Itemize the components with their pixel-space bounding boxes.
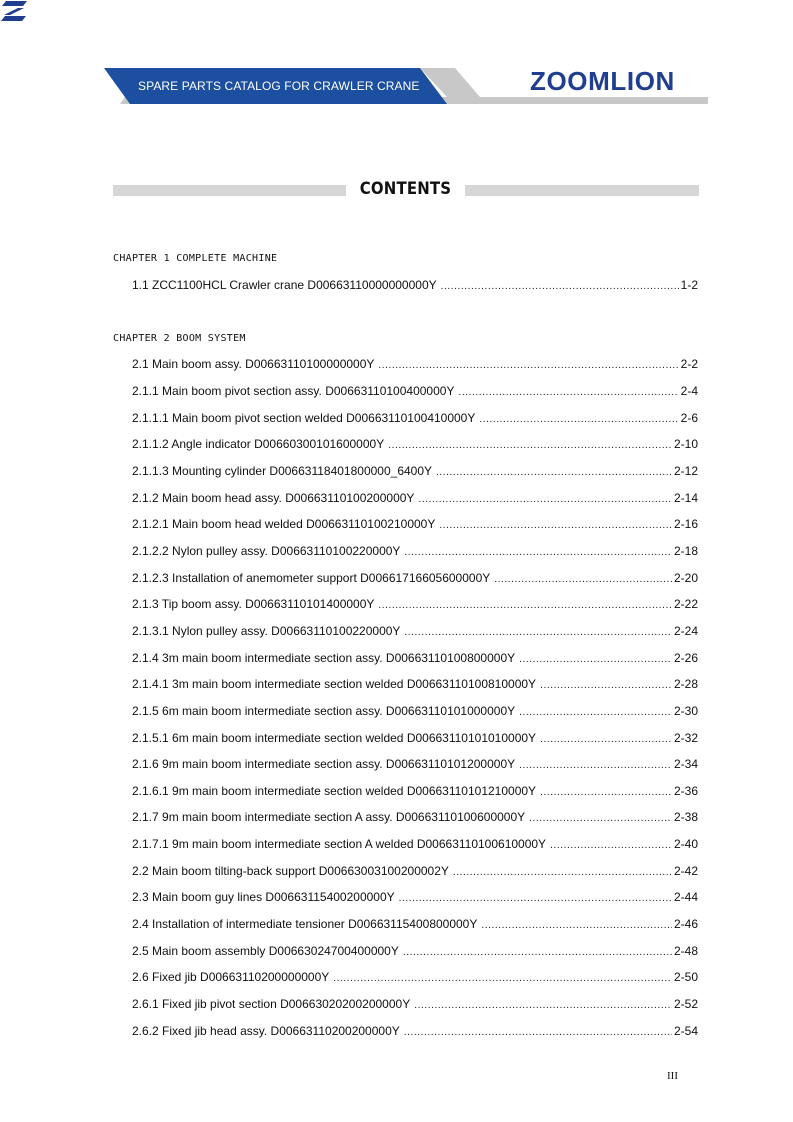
- toc-entry-label: 2.1.3.1 Nylon pulley assy. D00663110100220000Y: [132, 624, 401, 638]
- toc-entry-page: 2-44: [673, 890, 698, 904]
- toc-leader-dots: [378, 600, 672, 611]
- toc-entry-label: 2.1.4 3m main boom intermediate section assy. D00663110100800000Y: [132, 651, 516, 665]
- toc-entry-label: 2.1.3 Tip boom assy. D00663110101400000Y: [132, 597, 375, 611]
- toc-leader-dots: [441, 281, 679, 292]
- toc-leader-dots: [399, 893, 672, 904]
- toc-entry[interactable]: [132, 278, 698, 294]
- toc-leader-dots: [540, 787, 672, 798]
- toc-entry[interactable]: [132, 890, 698, 906]
- toc-leader-dots: [479, 414, 678, 425]
- toc-leader-dots: [333, 973, 672, 984]
- toc-entry-label: 2.1.2.2 Nylon pulley assy. D00663110100220000Y: [132, 544, 401, 558]
- toc-entry-page: 2-26: [673, 651, 698, 665]
- toc-leader-dots: [388, 440, 672, 451]
- toc-entry[interactable]: [132, 544, 698, 560]
- toc-entry[interactable]: [132, 944, 698, 960]
- toc-entry-label: 2.1.2 Main boom head assy. D00663110100200000Y: [132, 491, 415, 505]
- toc-entry-page: 2-38: [673, 810, 698, 824]
- toc-entry[interactable]: [132, 917, 698, 933]
- toc-leader-dots: [414, 1000, 672, 1011]
- toc-entry[interactable]: [132, 517, 698, 533]
- toc-entry-label: 2.1.2.1 Main boom head welded D00663110100210000Y: [132, 517, 436, 531]
- toc-entry-page: 2-46: [673, 917, 698, 931]
- toc-entry-label: 2.1.5.1 6m main boom intermediate section welded D00663110101010000Y: [132, 731, 537, 745]
- toc-entry-page: 2-32: [673, 731, 698, 745]
- toc-leader-dots: [519, 760, 672, 771]
- toc-entry-page: 2-50: [673, 970, 698, 984]
- toc-entry[interactable]: [132, 1024, 698, 1040]
- toc-entry[interactable]: [132, 970, 698, 986]
- toc-entry[interactable]: [132, 437, 698, 453]
- toc-leader-dots: [481, 920, 672, 931]
- toc-entry-label: 2.3 Main boom guy lines D00663115400200000Y: [132, 890, 395, 904]
- toc-leader-dots: [403, 947, 672, 958]
- toc-entry[interactable]: [132, 997, 698, 1013]
- chapter-heading: CHAPTER 1 COMPLETE MACHINE: [113, 253, 278, 264]
- toc-leader-dots: [418, 494, 672, 505]
- toc-leader-dots: [540, 680, 672, 691]
- toc-entry-label: 2.6.2 Fixed jib head assy. D00663110200200000Y: [132, 1024, 400, 1038]
- toc-entry-page: 2-20: [673, 571, 698, 585]
- toc-entry[interactable]: [132, 571, 698, 587]
- toc-leader-dots: [404, 627, 672, 638]
- toc-entry-label: 2.5 Main boom assembly D00663024700400000Y: [132, 944, 399, 958]
- toc-entry-label: 2.1.4.1 3m main boom intermediate section welded D00663110100810000Y: [132, 677, 537, 691]
- toc-leader-dots: [453, 867, 672, 878]
- toc-leader-dots: [519, 654, 672, 665]
- toc-entry-label: 2.6 Fixed jib D00663110200000000Y: [132, 970, 330, 984]
- contents-bar-right: [465, 185, 699, 196]
- header-banner-graphic: [0, 0, 793, 120]
- toc-entry[interactable]: [132, 651, 698, 667]
- toc-entry-page: 2-28: [673, 677, 698, 691]
- chapter-heading: CHAPTER 2 BOOM SYSTEM: [113, 333, 246, 344]
- toc-entry-page: 2-24: [673, 624, 698, 638]
- toc-entry-page: 2-10: [673, 437, 698, 451]
- toc-entry[interactable]: [132, 784, 698, 800]
- contents-bar-left: [113, 185, 346, 196]
- toc-entry[interactable]: [132, 810, 698, 826]
- toc-entry[interactable]: [132, 731, 698, 747]
- toc-entry-page: 2-48: [673, 944, 698, 958]
- contents-title: CONTENTS: [359, 179, 452, 199]
- toc-entry-label: 2.1.5 6m main boom intermediate section assy. D00663110101000000Y: [132, 704, 516, 718]
- toc-entry-page: 2-54: [673, 1024, 698, 1038]
- toc-entry-page: 2-40: [673, 837, 698, 851]
- toc-entry[interactable]: [132, 357, 698, 373]
- zoomlion-logo-text: ZOOMLION: [530, 66, 675, 96]
- toc-entry-page: 2-6: [680, 411, 698, 425]
- toc-entry-label: 2.4 Installation of intermediate tensioner D00663115400800000Y: [132, 917, 478, 931]
- toc-leader-dots: [439, 520, 672, 531]
- toc-entry[interactable]: [132, 704, 698, 720]
- toc-leader-dots: [436, 467, 672, 478]
- toc-entry-label: 2.1.1.2 Angle indicator D00660300101600000Y: [132, 437, 385, 451]
- toc-leader-dots: [378, 360, 678, 371]
- toc-entry-page: 2-18: [673, 544, 698, 558]
- toc-entry-page: 2-34: [673, 757, 698, 771]
- toc-entry-page: 2-12: [673, 464, 698, 478]
- toc-entry-page: 2-42: [673, 864, 698, 878]
- catalog-title: SPARE PARTS CATALOG FOR CRAWLER CRANE: [138, 79, 420, 93]
- toc-entry-label: 2.1.6.1 9m main boom intermediate section welded D00663110101210000Y: [132, 784, 537, 798]
- toc-entry-label: 2.6.1 Fixed jib pivot section D00663020200200000Y: [132, 997, 411, 1011]
- toc-entry-label: 2.2 Main boom tilting-back support D00663003100200002Y: [132, 864, 449, 878]
- toc-entry-page: 2-52: [673, 997, 698, 1011]
- toc-leader-dots: [404, 1027, 672, 1038]
- toc-entry-page: 2-2: [680, 357, 698, 371]
- toc-entry[interactable]: [132, 624, 698, 640]
- toc-entry-page: 2-30: [673, 704, 698, 718]
- toc-entry-label: 2.1.7.1 9m main boom intermediate section A welded D00663110100610000Y: [132, 837, 547, 851]
- page-header: [0, 0, 793, 120]
- toc-leader-dots: [458, 387, 678, 398]
- toc-entry-label: 2.1 Main boom assy. D00663110100000000Y: [132, 357, 375, 371]
- toc-entry-label: 2.1.1.1 Main boom pivot section welded D00663110100410000Y: [132, 411, 476, 425]
- toc-entry[interactable]: [132, 464, 698, 480]
- toc-entry-page: 2-14: [673, 491, 698, 505]
- toc-entry[interactable]: [132, 864, 698, 880]
- toc-entry-page: 2-36: [673, 784, 698, 798]
- toc-entry-label: 1.1 ZCC1100HCL Crawler crane D00663110000000000Y: [132, 278, 437, 292]
- toc-entry-label: 2.1.1 Main boom pivot section assy. D00663110100400000Y: [132, 384, 455, 398]
- toc-entry[interactable]: [132, 384, 698, 400]
- toc-leader-dots: [540, 734, 672, 745]
- toc-entry[interactable]: [132, 491, 698, 507]
- toc-leader-dots: [494, 574, 672, 585]
- toc-leader-dots: [550, 840, 672, 851]
- toc-entry[interactable]: [132, 757, 698, 773]
- toc-entry-page: 1-2: [680, 278, 698, 292]
- toc-entry[interactable]: [132, 411, 698, 427]
- toc-entry-label: 2.1.7 9m main boom intermediate section A assy. D00663110100600000Y: [132, 810, 526, 824]
- toc-entry-label: 2.1.6 9m main boom intermediate section assy. D00663110101200000Y: [132, 757, 516, 771]
- toc-leader-dots: [519, 707, 672, 718]
- toc-entry[interactable]: [132, 837, 698, 853]
- page-number: III: [667, 1070, 678, 1082]
- toc-entry-label: 2.1.2.3 Installation of anemometer support D00661716605600000Y: [132, 571, 491, 585]
- toc-entry-label: 2.1.1.3 Mounting cylinder D00663118401800000_6400Y: [132, 464, 433, 478]
- toc-entry[interactable]: [132, 677, 698, 693]
- zoomlion-logo-icon: [0, 0, 28, 22]
- toc-entry-page: 2-22: [673, 597, 698, 611]
- toc-leader-dots: [529, 813, 672, 824]
- toc-entry-page: 2-4: [680, 384, 698, 398]
- toc-entry-page: 2-16: [673, 517, 698, 531]
- toc-leader-dots: [404, 547, 672, 558]
- toc-entry[interactable]: [132, 597, 698, 613]
